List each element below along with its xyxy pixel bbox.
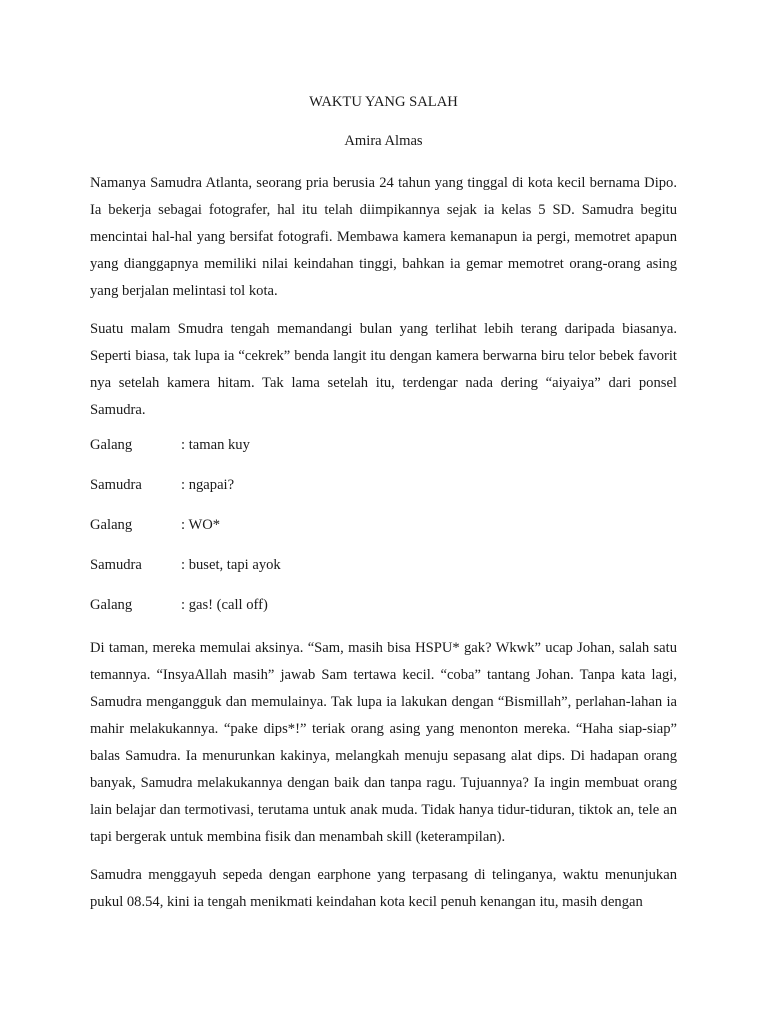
paragraph: Di taman, mereka memulai aksinya. “Sam, masih bisa HSPU* gak? Wkwk” ucap Johan, salah satu temannya. “InsyaAllah masih” jawab Sam tertawa kecil. “coba” tantang Johan. Tanpa kata lagi, Samudra mengangguk dan memulainya. Tak lupa ia lakukan dengan “Bismillah”, perlahan-lahan ia mahir melakukannya. “pake dips*!” teriak orang asing yang menonton mereka. “Haha siap-siap” balas Samudra. Ia menurunkan kakinya, melangkah menuju sepasang alat dips. Di hadapan orang banyak, Samudra melakukannya dengan baik dan tanpa ragu. Tujuannya? Ia ingin membuat orang lain belajar dan termotivasi, terutama untuk anak muda. Tidak hanya tidur-tiduran, tiktok an, tele an tapi bergerak untuk membina fisik dan menambah skill (keterampilan).	[90, 640, 677, 845]
dialogue-text: : WO*	[181, 517, 221, 533]
dialogue-line	[90, 515, 677, 535]
dialogue-text: : gas! (call off)	[181, 597, 268, 613]
dialogue-line	[90, 435, 677, 455]
dialogue-speaker: Galang	[90, 597, 133, 613]
dialogue-speaker: Galang	[90, 437, 133, 453]
document-page	[90, 92, 677, 927]
paragraph: Samudra menggayuh sepeda dengan earphone yang terpasang di telinganya, waktu menunjukan pukul 08.54, kini ia tengah menikmati keindahan kota kecil penuh kenangan itu, masih dengan	[90, 867, 677, 910]
document-author: Amira Almas	[344, 133, 423, 149]
dialogue-speaker: Galang	[90, 517, 133, 533]
dialogue-speaker: Samudra	[90, 557, 142, 573]
dialogue-line	[90, 595, 677, 615]
dialogue-text: : buset, tapi ayok	[181, 557, 281, 573]
dialogue-text: : taman kuy	[181, 437, 250, 453]
paragraph: Namanya Samudra Atlanta, seorang pria berusia 24 tahun yang tinggal di kota kecil bernama Dipo. Ia bekerja sebagai fotografer, hal itu telah diimpikannya sejak ia kelas 5 SD. Samudra begitu mencintai hal-hal yang bersifat fotografi. Membawa kamera kemanapun ia pergi, memotret apapun yang dianggapnya memiliki nilai keindahan tinggi, bahkan ia gemar memotret orang-orang asing yang berjalan melintasi tol kota.	[90, 175, 677, 299]
dialogue-speaker: Samudra	[90, 477, 142, 493]
paragraph: Suatu malam Smudra tengah memandangi bulan yang terlihat lebih terang daripada biasanya. Seperti biasa, tak lupa ia “cekrek” benda langit itu dengan kamera berwarna biru telor bebek favorit nya setelah kamera hitam. Tak lama setelah itu, terdengar nada dering “aiyaiya” dari ponsel Samudra.	[90, 321, 677, 418]
dialogue-line	[90, 555, 677, 575]
document-title: WAKTU YANG SALAH	[309, 94, 458, 110]
dialogue-line	[90, 475, 677, 495]
dialogue-text: : ngapai?	[181, 477, 235, 493]
